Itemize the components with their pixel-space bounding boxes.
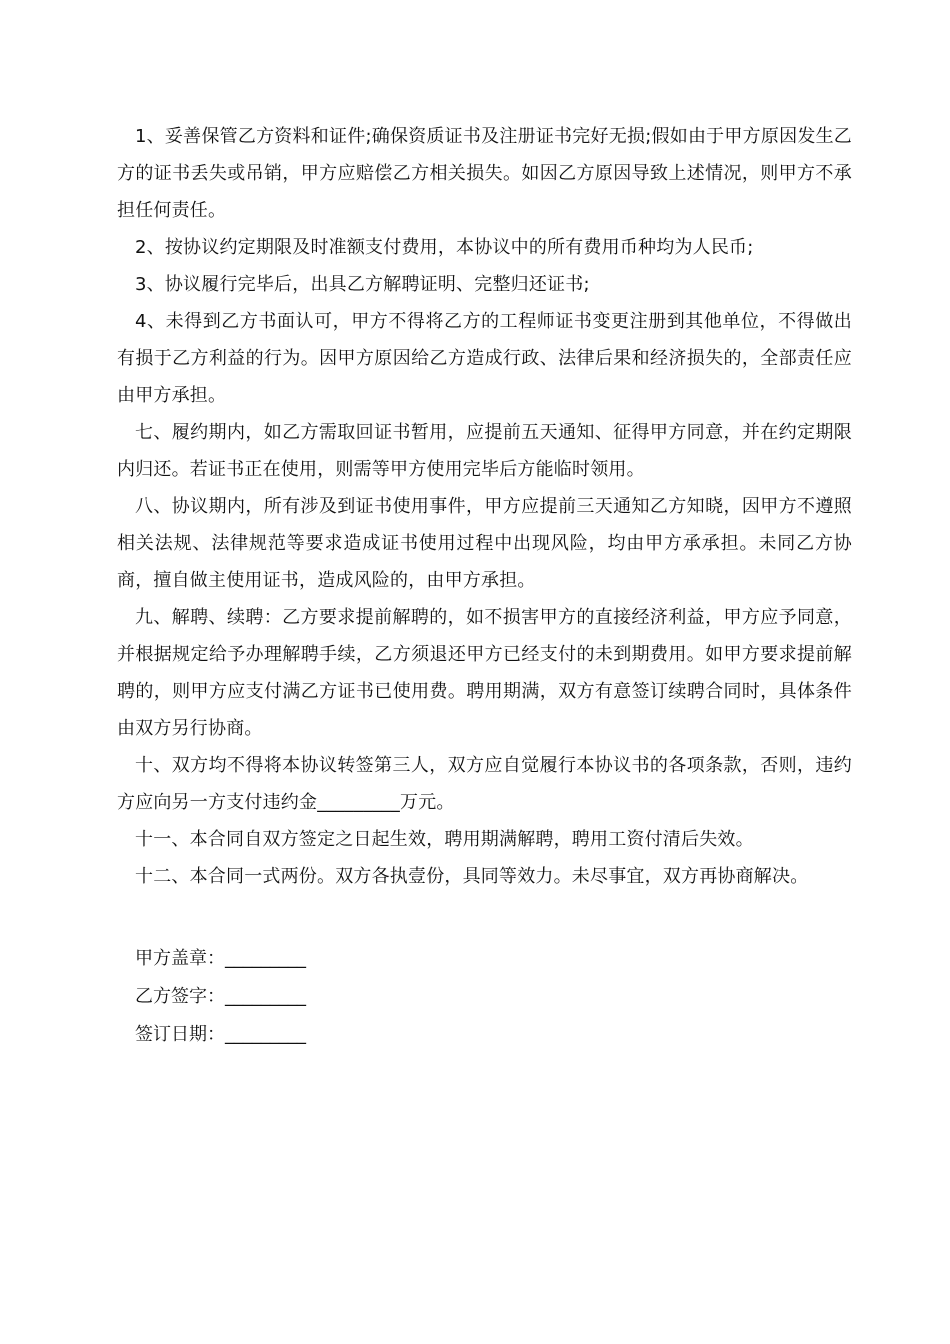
contract-body	[117, 118, 852, 895]
sign-date-line: 签订日期：_________	[135, 1024, 306, 1045]
clause-8: 八、协议期内，所有涉及到证书使用事件，甲方应提前三天通知乙方知晓，因甲方不遵照相关法规、法律规范等要求造成证书使用过程中出现风险，均由甲方承承担。未同乙方协商，擅自做主使用证书，造成风险的，由甲方承担。	[117, 496, 852, 591]
clause-12: 十二、本合同一式两份。双方各执壹份，具同等效力。未尽事宜，双方再协商解决。	[135, 866, 809, 887]
clause-11: 十一、本合同自双方签定之日起生效，聘用期满解聘，聘用工资付清后失效。	[135, 829, 754, 850]
clause-4: 4、未得到乙方书面认可，甲方不得将乙方的工程师证书变更注册到其他单位，不得做出有损于乙方利益的行为。因甲方原因给乙方造成行政、法律后果和经济损失的，全部责任应由甲方承担。	[117, 311, 852, 406]
clause-9: 九、解聘、续聘：乙方要求提前解聘的，如不损害甲方的直接经济利益，甲方应予同意，并根据规定给予办理解聘手续，乙方须退还甲方已经支付的未到期费用。如甲方要求提前解聘的，则甲方应支付满乙方证书已使用费。聘用期满，双方有意签订续聘合同时，具体条件由双方另行协商。	[117, 607, 852, 739]
party-a-seal-line: 甲方盖章：_________	[135, 948, 306, 969]
clause-3: 3、协议履行完毕后，出具乙方解聘证明、完整归还证书;	[135, 274, 590, 295]
clause-1: 1、妥善保管乙方资料和证件;确保资质证书及注册证书完好无损;假如由于甲方原因发生乙方的证书丢失或吊销，甲方应赔偿乙方相关损失。如因乙方原因导致上述情况，则甲方不承担任何责任。	[117, 126, 852, 221]
clause-2: 2、按协议约定期限及时准额支付费用，本协议中的所有费用币种均为人民币;	[135, 237, 754, 258]
signature-block	[135, 940, 306, 1054]
party-b-sign-line: 乙方签字：_________	[135, 986, 306, 1007]
clause-10: 十、双方均不得将本协议转签第三人，双方应自觉履行本协议书的各项条款，否则，违约方应向另一方支付违约金_________万元。	[117, 755, 852, 813]
clause-7: 七、履约期内，如乙方需取回证书暂用，应提前五天通知、征得甲方同意，并在约定期限内归还。若证书正在使用，则需等甲方使用完毕后方能临时领用。	[117, 422, 852, 480]
